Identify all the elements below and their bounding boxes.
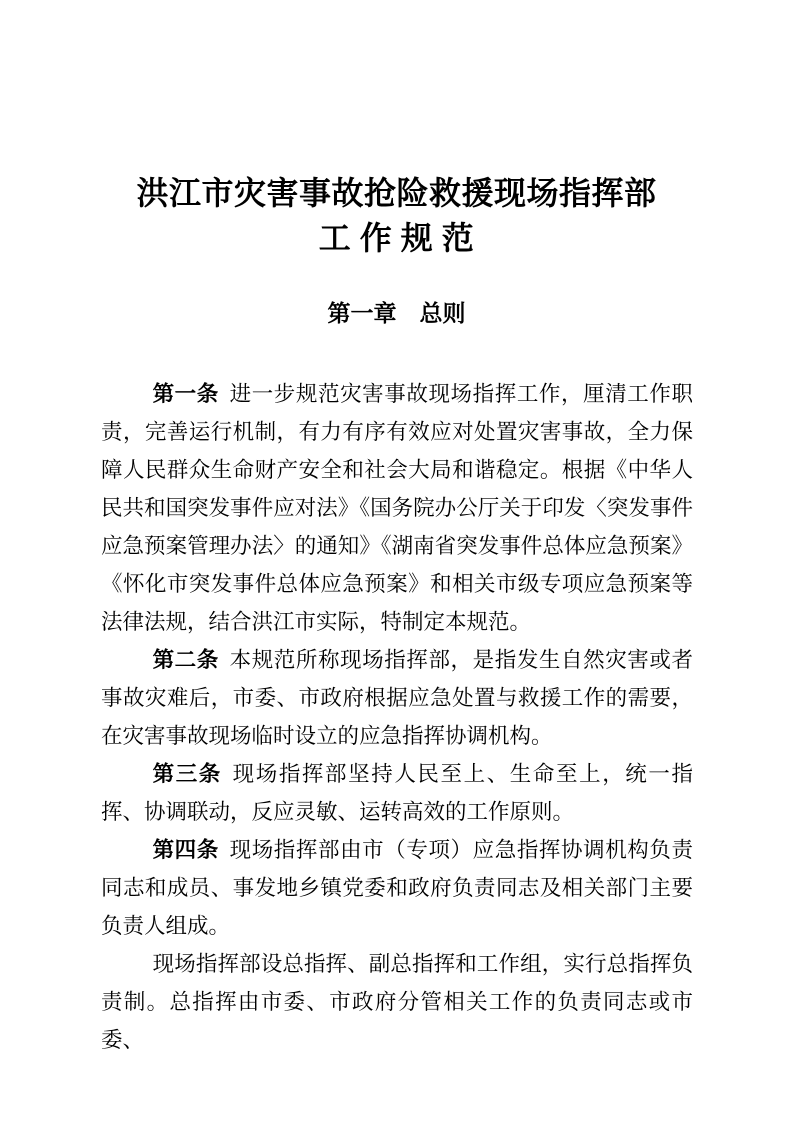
- document-paragraph: [101, 945, 693, 1059]
- document-paragraph: [101, 755, 693, 831]
- article-number-label: 第二条: [152, 648, 219, 672]
- chapter-heading: 第一章 总则: [327, 300, 466, 326]
- document-paragraph: [101, 641, 693, 755]
- document-paragraph: [101, 831, 693, 945]
- document-paragraph: [101, 375, 693, 641]
- article-text: 本规范所称现场指挥部，是指发生自然灾害或者事故灾难后，市委、市政府根据应急处置与救援工作的需要，在灾害事故现场临时设立的应急指挥协调机构。: [101, 648, 693, 748]
- document-title: [0, 171, 793, 261]
- article-number-label: 第一条: [152, 382, 219, 406]
- article-number-label: 第四条: [152, 838, 219, 862]
- article-text: 现场指挥部坚持人民至上、生命至上，统一指挥、协调联动，反应灵敏、运转高效的工作原则。: [101, 762, 693, 824]
- document-title-line1: 洪江市灾害事故抢险救援现场指挥部: [136, 175, 657, 211]
- document-title-line2: 工 作 规 范: [318, 220, 475, 256]
- article-text: 现场指挥部设总指挥、副总指挥和工作组，实行总指挥负责制。总指挥由市委、市政府分管相关工作的负责同志或市委、: [101, 952, 693, 1052]
- article-number-label: 第三条: [152, 762, 222, 786]
- article-text: 现场指挥部由市（专项）应急指挥协调机构负责同志和成员、事发地乡镇党委和政府负责同志及相关部门主要负责人组成。: [101, 838, 693, 938]
- article-text: 进一步规范灾害事故现场指挥工作，厘清工作职责，完善运行机制，有力有序有效应对处置灾害事故，全力保障人民群众生命财产安全和社会大局和谐稳定。根据《中华人民共和国突发事件应对法》《国务院办公厅关于印发〈突发事件应急预案管理办法〉的通知》《湖南省突发事件总体应急预案》《怀化市突发事件总体应急预案》和相关市级专项应急预案等法律法规，结合洪江市实际，特制定本规范。: [101, 382, 693, 634]
- document-body: [101, 375, 693, 1059]
